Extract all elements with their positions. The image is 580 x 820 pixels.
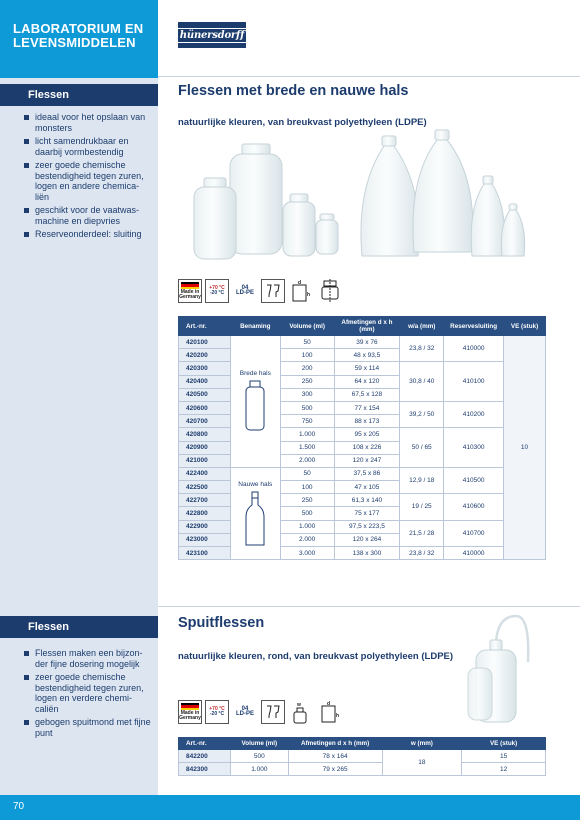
section2-property-icons [178,700,343,724]
cell: 1.000 [280,428,334,441]
closure-icon [317,279,343,303]
col-header: Reservesluiting [444,317,504,336]
temperature-range-icon [205,700,229,724]
section2-product-table [178,737,546,776]
section2-feature-list [24,648,152,741]
made-in-label: Made in Germany [179,288,201,300]
cell: 2.000 [280,533,334,546]
cell: 59 x 114 [334,362,400,375]
footer-bar [0,795,580,820]
cell: 500 [230,750,288,763]
cell: 47 x 105 [334,481,400,494]
col-header: Afmetingen d x h (mm) [334,317,400,336]
temperature-range-icon [205,279,229,303]
col-header: w (mm) [382,738,462,750]
temp-min: -20 °C [209,711,225,717]
cell: 100 [280,481,334,494]
table-row [179,750,546,763]
narrow-neck-bottle-icon [244,491,266,547]
cell: 500 [280,507,334,520]
group-brede-cell [230,336,280,468]
cell: 88 x 173 [334,415,400,428]
dimension-d-h-icon [288,279,314,303]
cell: 95 x 205 [334,428,400,441]
section2-sidebar-title: Flessen [0,616,158,638]
divider [158,76,580,77]
cell: 61,3 x 140 [334,494,400,507]
cell: 300 [280,388,334,401]
col-header: Volume (ml) [230,738,288,750]
cell: 23,8 / 32 [400,547,444,560]
cell: 420400 [179,375,231,388]
cell: 422700 [179,494,231,507]
cell: 750 [280,415,334,428]
logo-text: hünersdorff [179,29,245,41]
sidebar [0,0,158,795]
cell: 138 x 300 [334,547,400,560]
col-header: Art.-nr. [179,738,231,750]
cell: 422800 [179,507,231,520]
col-header: VE (stuk) [504,317,546,336]
cell: 200 [280,362,334,375]
cell: 30,8 / 40 [400,362,444,402]
material-code: 04 [241,285,249,291]
cell: 1.000 [230,763,288,776]
section1-product-table [178,316,546,560]
page-number: 70 [13,801,25,812]
category-title-line2: LEVENSMIDDELEN [13,35,136,50]
material-label: LD-PE [236,711,254,717]
cell: 50 [280,467,334,480]
cell: 100 [280,349,334,362]
col-header: Art.-nr. [179,317,231,336]
feature-item: gebogen spuitmond met fijne punt [24,717,152,738]
feature-item: Reserveonderdeel: sluiting [24,229,152,240]
cell: 120 x 264 [334,533,400,546]
col-header: VE (stuk) [462,738,546,750]
cell: 410200 [444,401,504,427]
made-in-germany-icon [178,279,202,303]
cell: 410000 [444,336,504,362]
cell: 97,5 x 223,5 [334,520,400,533]
section1-title: Flessen met brede en nauwe hals [178,83,409,99]
category-banner [0,0,158,78]
cell: 2.000 [280,454,334,467]
cell: 75 x 177 [334,507,400,520]
svg-text:h: h [336,713,340,719]
cell: 410000 [444,547,504,560]
brand-logo [178,22,246,48]
temp-max: +70 °C [209,706,225,712]
table-row [179,336,546,349]
category-title-line1: LABORATORIUM EN [13,21,144,36]
cell: 21,5 / 28 [400,520,444,546]
table-row [179,763,546,776]
cell: 1.500 [280,441,334,454]
cell: 77 x 154 [334,401,400,414]
cell: 15 [462,750,546,763]
cell: 250 [280,375,334,388]
col-header: w/a (mm) [400,317,444,336]
food-safe-icon [261,279,285,303]
cell: 10 [504,336,546,560]
svg-text:w: w [297,702,301,708]
cell: 50 / 65 [400,428,444,468]
section1-sidebar-title: Flessen [0,84,158,106]
feature-item: zeer goede chemische bestendigheid tegen zuren, logen en andere chemica-liën [24,160,152,202]
cell: 1.000 [280,520,334,533]
cell: 422500 [179,481,231,494]
feature-item: ideaal voor het opslaan van monsters [24,112,152,133]
section1-feature-list [24,112,152,243]
cell: 67,5 x 128 [334,388,400,401]
cell: 39,2 / 50 [400,401,444,427]
recycling-ldpe-icon [232,279,258,303]
divider [158,606,580,607]
temp-max: +70 °C [209,285,225,291]
cell: 420600 [179,401,231,414]
temp-min: -20 °C [209,290,225,296]
feature-item: zeer goede chemische bestendigheid tegen zuren, logen en verdere chemi-caliën [24,672,152,714]
recycling-ldpe-icon [232,700,258,724]
cell: 48 x 93,5 [334,349,400,362]
cell: 422900 [179,520,231,533]
cell: 120 x 247 [334,454,400,467]
cell: 12,9 / 18 [400,467,444,493]
food-safe-icon [261,700,285,724]
cell: 410600 [444,494,504,520]
cell: 420100 [179,336,231,349]
cell: 410700 [444,520,504,546]
cell: 50 [280,336,334,349]
cell: 19 / 25 [400,494,444,520]
cell: 23,8 / 32 [400,336,444,362]
cell: 410300 [444,428,504,468]
cell: 420500 [179,388,231,401]
cell: 37,5 x 86 [334,467,400,480]
col-header: Benaming [230,317,280,336]
made-in-label: Made in Germany [179,709,201,721]
svg-text:h: h [307,292,311,298]
cell: 421000 [179,454,231,467]
cell: 422400 [179,467,231,480]
section1-property-icons [178,279,343,303]
wash-bottle-photo [466,612,538,724]
cell: 79 x 265 [288,763,382,776]
cell: 423100 [179,547,231,560]
cell: 3.000 [280,547,334,560]
cell: 420700 [179,415,231,428]
dimension-d-h-icon [317,700,343,724]
group-nauwe-cell [230,467,280,559]
feature-item: Flessen maken een bijzon-der fijne dosering mogelijk [24,648,152,669]
cell: 842200 [179,750,231,763]
section2-subtitle: natuurlijke kleuren, rond, van breukvast polyethyleen (LDPE) [178,651,454,662]
group-label: Brede hals [239,370,271,378]
cell: 420900 [179,441,231,454]
cell: 500 [280,401,334,414]
cell: 420200 [179,349,231,362]
section2-title: Spuitflessen [178,615,265,631]
cell: 12 [462,763,546,776]
cell: 410500 [444,467,504,493]
section1-subtitle: natuurlijke kleuren, van breukvast polyethyleen (LDPE) [178,117,427,128]
cell: 410100 [444,362,504,402]
cell: 842300 [179,763,231,776]
svg-text:d: d [327,701,331,707]
group-label: Nauwe hals [238,480,273,488]
feature-item: licht samendrukbaar en daarbij vormbestendig [24,136,152,157]
wide-neck-bottle-icon [244,380,266,432]
material-label: LD-PE [236,290,254,296]
cell: 39 x 76 [334,336,400,349]
cell: 108 x 226 [334,441,400,454]
cell: 18 [382,750,462,776]
table-row [179,467,546,480]
cell: 250 [280,494,334,507]
svg-text:d: d [298,280,302,286]
cell: 420300 [179,362,231,375]
bottles-photo [186,128,526,264]
cell: 420800 [179,428,231,441]
dimension-w-icon [288,700,314,724]
made-in-germany-icon [178,700,202,724]
cell: 78 x 164 [288,750,382,763]
cell: 64 x 120 [334,375,400,388]
col-header: Volume (ml) [280,317,334,336]
col-header: Afmetingen d x h (mm) [288,738,382,750]
feature-item: geschikt voor de vaatwas-machine en diepvries [24,205,152,226]
cell: 423000 [179,533,231,546]
material-code: 04 [241,706,249,712]
